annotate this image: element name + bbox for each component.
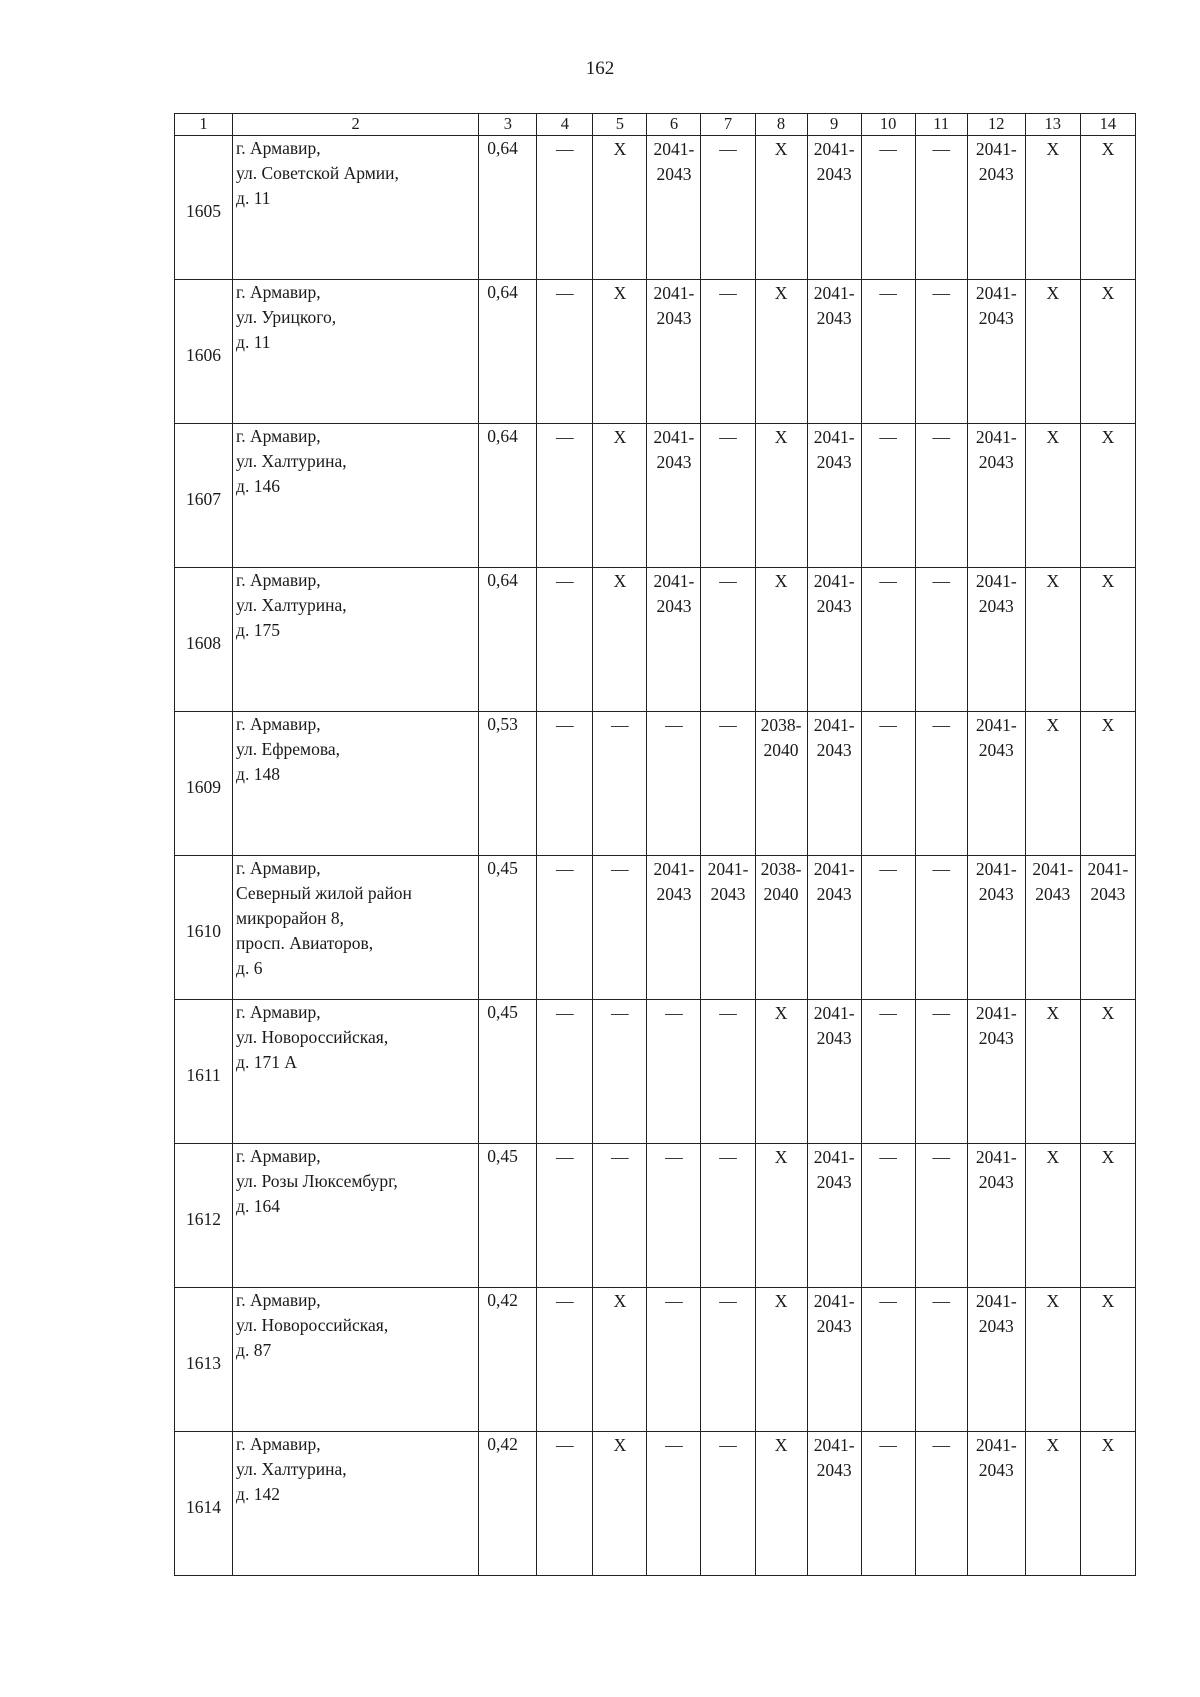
address-line: ул. Халтурина, [236,595,347,615]
mark-cell: — [537,1144,593,1288]
address-line: г. Армавир, [236,858,321,878]
mark-cell: — [537,712,593,856]
period-line: 2041- [813,283,855,303]
period-line: 2043 [978,1460,1014,1480]
period-cell [807,136,861,280]
mark-cell: — [915,1000,967,1144]
period-line: 2043 [978,740,1014,760]
value-cell: 0,53 [479,712,537,856]
column-header: 13 [1025,114,1080,136]
row-number-cell [175,424,233,568]
period-cell [807,1288,861,1432]
mark-cell: — [537,568,593,712]
mark-cell: — [861,1288,915,1432]
column-header: 10 [861,114,915,136]
column-header: 11 [915,114,967,136]
mark-cell: X [1080,424,1135,568]
mark-cell: X [1080,712,1135,856]
period-line: 2041- [1087,859,1129,879]
mark-cell: — [701,1144,755,1288]
mark-cell: — [537,280,593,424]
mark-cell: X [593,136,647,280]
period-line: 2041- [653,283,695,303]
mark-cell: X [1025,1288,1080,1432]
mark-cell: X [1025,1000,1080,1144]
row-number: 1606 [186,345,222,365]
register-table [174,113,1136,1576]
address-line: г. Армавир, [236,282,321,302]
address-line: ул. Ефремова, [236,739,341,759]
row-number-cell [175,1000,233,1144]
mark-cell: — [701,280,755,424]
period-cell [967,1288,1025,1432]
period-line: 2043 [656,596,692,616]
address-line: г. Армавир, [236,138,321,158]
address-line: д. 175 [236,620,280,640]
period-line: 2043 [816,884,852,904]
address-cell [233,280,479,424]
period-line: 2041- [975,1435,1017,1455]
period-cell [807,424,861,568]
value-cell: 0,64 [479,136,537,280]
table-body [175,114,1136,1576]
mark-cell: — [861,568,915,712]
mark-cell: — [861,424,915,568]
mark-cell: X [1080,1000,1135,1144]
address-line: ул. Розы Люксембург, [236,1171,398,1191]
mark-cell: X [1025,712,1080,856]
address-line: г. Армавир, [236,1290,321,1310]
table-row [175,280,1136,424]
row-number: 1611 [186,1065,221,1085]
table-row [175,568,1136,712]
mark-cell: — [593,856,647,1000]
period-cell [967,1000,1025,1144]
period-line: — [665,1291,683,1311]
period-line: 2041- [813,139,855,159]
period-cell [1025,856,1080,1000]
mark-cell: — [915,1432,967,1576]
mark-cell: X [1080,280,1135,424]
mark-cell: — [915,1144,967,1288]
column-header: 3 [479,114,537,136]
period-cell [807,568,861,712]
period-line: 2041- [813,427,855,447]
mark-cell: — [537,1432,593,1576]
period-line: 2043 [816,1316,852,1336]
mark-cell: — [861,280,915,424]
period-line: 2043 [816,1460,852,1480]
address-line: г. Армавир, [236,1002,321,1022]
period-line: 2041- [653,859,695,879]
value-cell: 0,42 [479,1288,537,1432]
mark-cell: X [755,1432,807,1576]
period-cell [755,712,807,856]
mark-cell: — [701,1288,755,1432]
period-line: 2043 [816,164,852,184]
period-line: 2041- [813,1291,855,1311]
period-cell [1080,856,1135,1000]
period-line: 2043 [816,596,852,616]
address-cell [233,424,479,568]
mark-cell: X [755,568,807,712]
period-cell [967,568,1025,712]
period-cell [647,1288,701,1432]
mark-cell: — [861,712,915,856]
table-row [175,1288,1136,1432]
mark-cell: X [593,280,647,424]
period-line: 2041- [975,1003,1017,1023]
period-line: 2043 [978,308,1014,328]
period-line: 2043 [816,1172,852,1192]
period-cell [807,856,861,1000]
period-cell [967,280,1025,424]
period-line: 2041- [975,139,1017,159]
mark-cell: X [755,424,807,568]
mark-cell: X [755,280,807,424]
period-line: 2041- [813,1435,855,1455]
period-line: 2043 [978,1172,1014,1192]
period-line: 2041- [975,571,1017,591]
mark-cell: — [701,1000,755,1144]
period-line: 2041- [653,427,695,447]
period-line: 2041- [653,571,695,591]
mark-cell: — [915,856,967,1000]
address-cell [233,1288,479,1432]
address-line: ул. Советской Армии, [236,163,399,183]
address-line: д. 87 [236,1340,272,1360]
mark-cell: X [1080,1288,1135,1432]
period-line: 2043 [656,308,692,328]
period-line: 2041- [1032,859,1074,879]
mark-cell: X [755,136,807,280]
period-cell [807,1144,861,1288]
row-number: 1609 [186,777,222,797]
period-line: 2043 [816,1028,852,1048]
table-row [175,1144,1136,1288]
period-line: 2041- [653,139,695,159]
period-line: 2041- [813,1147,855,1167]
period-line: 2043 [1090,884,1126,904]
mark-cell: X [755,1144,807,1288]
period-line: 2043 [656,164,692,184]
period-line: 2041- [975,427,1017,447]
address-line: Северный жилой район [236,883,412,903]
column-header: 7 [701,114,755,136]
period-line: 2040 [763,740,799,760]
row-number-cell [175,568,233,712]
period-line: 2043 [710,884,746,904]
address-line: ул. Халтурина, [236,451,347,471]
period-line: 2043 [816,740,852,760]
header-row [175,114,1136,136]
mark-cell: — [861,1144,915,1288]
mark-cell: — [537,1288,593,1432]
address-line: г. Армавир, [236,1146,321,1166]
period-cell [647,712,701,856]
mark-cell: — [593,1144,647,1288]
period-cell [807,1000,861,1144]
row-number-cell [175,712,233,856]
row-number: 1613 [186,1353,222,1373]
mark-cell: X [593,1288,647,1432]
value-cell: 0,45 [479,856,537,1000]
table-row [175,424,1136,568]
mark-cell: X [1080,136,1135,280]
mark-cell: — [701,424,755,568]
period-cell [647,280,701,424]
mark-cell: X [1025,1432,1080,1576]
period-line: — [665,1435,683,1455]
address-cell [233,712,479,856]
period-line: 2043 [656,452,692,472]
mark-cell: X [1025,568,1080,712]
mark-cell: — [593,1000,647,1144]
period-cell [647,1432,701,1576]
period-cell [967,1432,1025,1576]
mark-cell: — [701,136,755,280]
period-line: 2043 [978,1316,1014,1336]
mark-cell: X [593,568,647,712]
row-number: 1614 [186,1497,222,1517]
period-line: 2038- [760,715,802,735]
period-line: — [665,1147,683,1167]
period-cell [647,136,701,280]
mark-cell: X [593,1432,647,1576]
address-line: г. Армавир, [236,570,321,590]
period-line: 2041- [975,1291,1017,1311]
mark-cell: X [1080,568,1135,712]
period-line: — [665,715,683,735]
period-cell [647,1000,701,1144]
row-number-cell [175,1144,233,1288]
period-line: 2041- [813,715,855,735]
address-line: д. 148 [236,764,280,784]
mark-cell: — [915,712,967,856]
column-header: 12 [967,114,1025,136]
address-line: д. 164 [236,1196,280,1216]
period-line: 2041- [813,859,855,879]
period-line: 2041- [975,715,1017,735]
address-cell [233,856,479,1000]
period-line: 2043 [656,884,692,904]
period-cell [647,1144,701,1288]
address-line: микрорайон 8, [236,908,344,928]
mark-cell: — [915,1288,967,1432]
address-line: д. 11 [236,188,271,208]
mark-cell: — [537,856,593,1000]
address-line: д. 11 [236,332,271,352]
value-cell: 0,45 [479,1144,537,1288]
period-line: 2041- [975,283,1017,303]
address-line: ул. Новороссийская, [236,1027,389,1047]
address-line: г. Армавир, [236,714,321,734]
mark-cell: — [701,712,755,856]
address-line: ул. Новороссийская, [236,1315,389,1335]
column-header: 5 [593,114,647,136]
table-row [175,1432,1136,1576]
address-line: д. 142 [236,1484,280,1504]
value-cell: 0,64 [479,424,537,568]
period-line: 2041- [813,571,855,591]
row-number: 1605 [186,201,222,221]
page-number: 162 [585,58,615,79]
period-line: — [665,1003,683,1023]
period-cell [701,856,755,1000]
period-cell [967,136,1025,280]
mark-cell: X [755,1000,807,1144]
row-number-cell [175,280,233,424]
address-cell [233,136,479,280]
period-cell [967,1144,1025,1288]
address-cell [233,1432,479,1576]
mark-cell: — [593,712,647,856]
period-cell [967,424,1025,568]
address-cell [233,1000,479,1144]
address-line: д. 146 [236,476,280,496]
mark-cell: — [537,1000,593,1144]
period-cell [647,424,701,568]
mark-cell: X [1025,280,1080,424]
mark-cell: — [861,1432,915,1576]
period-line: 2043 [816,452,852,472]
period-line: 2043 [978,596,1014,616]
mark-cell: — [861,136,915,280]
period-line: 2043 [1035,884,1071,904]
mark-cell: — [915,424,967,568]
period-line: 2040 [763,884,799,904]
value-cell: 0,42 [479,1432,537,1576]
row-number: 1612 [186,1209,222,1229]
row-number-cell [175,856,233,1000]
column-header: 2 [233,114,479,136]
period-cell [647,856,701,1000]
row-number-cell [175,1432,233,1576]
period-line: 2043 [816,308,852,328]
period-cell [807,1432,861,1576]
period-cell [755,856,807,1000]
period-line: 2043 [978,884,1014,904]
address-line: д. 171 А [236,1052,297,1072]
address-line: ул. Урицкого, [236,307,337,327]
column-header: 4 [537,114,593,136]
mark-cell: X [593,424,647,568]
row-number: 1608 [186,633,222,653]
mark-cell: X [1080,1144,1135,1288]
period-cell [807,712,861,856]
period-line: 2041- [975,859,1017,879]
mark-cell: X [1025,1144,1080,1288]
period-line: 2041- [707,859,749,879]
mark-cell: X [1080,1432,1135,1576]
period-line: 2043 [978,164,1014,184]
address-cell [233,1144,479,1288]
address-line: г. Армавир, [236,426,321,446]
value-cell: 0,45 [479,1000,537,1144]
table-row [175,712,1136,856]
column-header: 1 [175,114,233,136]
period-line: 2041- [813,1003,855,1023]
mark-cell: — [701,1432,755,1576]
value-cell: 0,64 [479,568,537,712]
column-header: 8 [755,114,807,136]
row-number: 1610 [186,921,222,941]
period-line: 2038- [760,859,802,879]
mark-cell: — [701,568,755,712]
mark-cell: X [755,1288,807,1432]
mark-cell: — [861,856,915,1000]
period-cell [967,712,1025,856]
address-line: просп. Авиаторов, [236,933,374,953]
column-header: 9 [807,114,861,136]
period-cell [967,856,1025,1000]
mark-cell: — [537,136,593,280]
mark-cell: — [915,280,967,424]
mark-cell: X [1025,424,1080,568]
value-cell: 0,64 [479,280,537,424]
period-line: 2043 [978,452,1014,472]
table-row [175,136,1136,280]
address-line: г. Армавир, [236,1434,321,1454]
address-line: д. 6 [236,958,263,978]
period-line: 2043 [978,1028,1014,1048]
mark-cell: X [1025,136,1080,280]
mark-cell: — [915,568,967,712]
mark-cell: — [915,136,967,280]
period-cell [647,568,701,712]
row-number-cell [175,1288,233,1432]
row-number: 1607 [186,489,222,509]
row-number-cell [175,136,233,280]
table-row [175,856,1136,1000]
mark-cell: — [537,424,593,568]
address-line: ул. Халтурина, [236,1459,347,1479]
period-cell [807,280,861,424]
mark-cell: — [861,1000,915,1144]
period-line: 2041- [975,1147,1017,1167]
table-row [175,1000,1136,1144]
column-header: 6 [647,114,701,136]
address-cell [233,568,479,712]
column-header: 14 [1080,114,1135,136]
